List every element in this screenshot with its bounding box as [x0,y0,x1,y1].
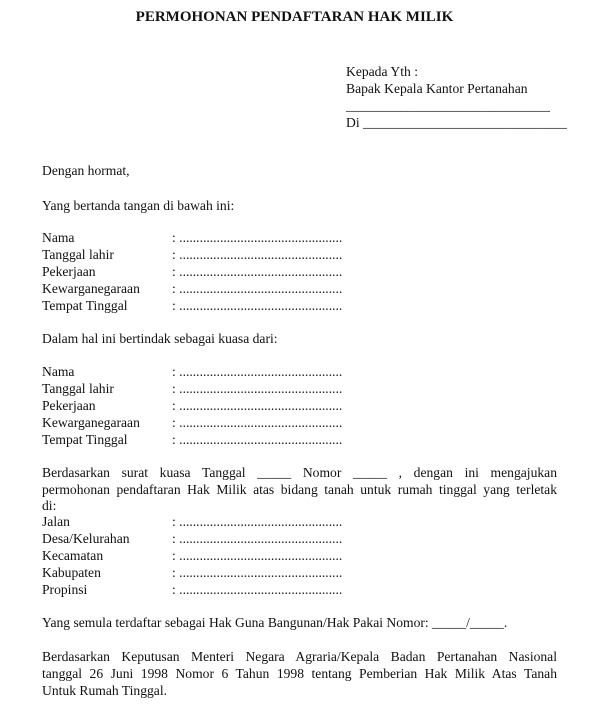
applicant-birthdate-field: : ................................................ [172,247,343,262]
location-district-field: : ................................................ [172,548,343,563]
location-province-field: : ................................................ [172,582,343,597]
principal-residence-field: : ................................................ [172,432,343,447]
principal-name-field: : ................................................ [172,364,343,379]
address-to: Kepada Yth : [346,64,418,79]
address-di-line: Di ______________________________ [346,115,567,130]
applicant-residence-field: : ................................................ [172,298,343,313]
applicant-occupation-label: Pekerjaan [42,264,96,279]
location-street-field: : ................................................ [172,514,343,529]
registered-as: Yang semula terdaftar sebagai Hak Guna Bangunan/Hak Pakai Nomor: _____/_____. [42,615,508,630]
location-district-label: Kecamatan [42,548,104,563]
applicant-citizenship-label: Kewarganegaraan [42,281,140,296]
location-regency-field: : ................................................ [172,565,343,580]
principal-birthdate-field: : ................................................ [172,381,343,396]
basis-line: Berdasarkan Keputusan Menteri Negara Agraria/Kepala Badan Pertanahan Nasional [42,649,557,664]
principal-citizenship-label: Kewarganegaraan [42,415,140,430]
address-blank-line: ______________________________ [346,98,550,113]
principal-birthdate-label: Tanggal lahir [42,381,114,396]
request-line: permohonan pendaftaran Hak Milik atas bidang tanah untuk rumah tinggal yang terletak [42,482,557,497]
request-line: di: [42,498,57,513]
request-line: Berdasarkan surat kuasa Tanggal _____ Nomor _____ , dengan ini mengajukan [42,465,557,480]
basis-line: tanggal 26 Juni 1998 Nomor 6 Tahun 1998 tentang Pemberian Hak Milik Atas Tanah [42,666,557,681]
proxy-intro: Dalam hal ini bertindak sebagai kuasa dari: [42,331,278,346]
location-province-label: Propinsi [42,582,88,597]
location-street-label: Jalan [42,514,70,529]
applicant-occupation-field: : ................................................ [172,264,343,279]
principal-name-label: Nama [42,364,75,379]
applicant-name-field: : ................................................ [172,230,343,245]
signer-intro: Yang bertanda tangan di bawah ini: [42,198,235,213]
basis-line: Untuk Rumah Tinggal. [42,683,168,698]
principal-occupation-field: : ................................................ [172,398,343,413]
principal-occupation-label: Pekerjaan [42,398,96,413]
location-village-label: Desa/Kelurahan [42,531,130,546]
applicant-name-label: Nama [42,230,75,245]
applicant-residence-label: Tempat Tinggal [42,298,128,313]
applicant-citizenship-field: : ................................................ [172,281,343,296]
greeting: Dengan hormat, [42,163,130,178]
principal-residence-label: Tempat Tinggal [42,432,128,447]
principal-citizenship-field: : ................................................ [172,415,343,430]
page-title: PERMOHONAN PENDAFTARAN HAK MILIK [135,9,454,25]
address-recipient: Bapak Kepala Kantor Pertanahan [346,81,528,96]
applicant-birthdate-label: Tanggal lahir [42,247,114,262]
location-village-field: : ................................................ [172,531,343,546]
location-regency-label: Kabupaten [42,565,101,580]
